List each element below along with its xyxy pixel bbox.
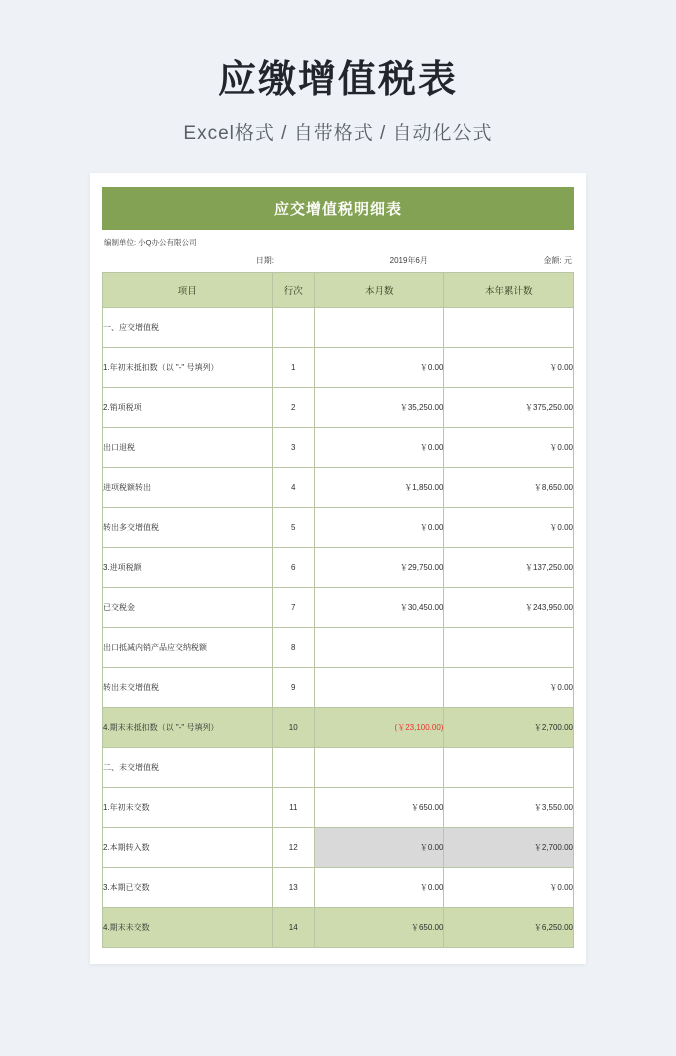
cell-month-value: ￥0.00 — [314, 827, 444, 867]
cell-month-value: ￥650.00 — [314, 907, 444, 947]
cell-item: 转出未交增值税 — [103, 667, 273, 707]
cell-item: 已交税金 — [103, 587, 273, 627]
cell-rowno: 4 — [272, 467, 314, 507]
cell-item: 3.本期已交数 — [103, 867, 273, 907]
cell-item: 出口抵减内销产品应交纳税额 — [103, 627, 273, 667]
cell-year-value: ￥6,250.00 — [444, 907, 574, 947]
sheet-meta-unit-row — [102, 230, 574, 251]
table-body — [103, 307, 574, 947]
col-header-item: 项目 — [103, 272, 273, 307]
table-row — [103, 867, 574, 907]
table-header-row — [103, 272, 574, 307]
sheet-title: 应交增值税明细表 — [102, 187, 574, 230]
cell-rowno: 9 — [272, 667, 314, 707]
cell-rowno: 10 — [272, 707, 314, 747]
cell-rowno: 7 — [272, 587, 314, 627]
vat-table — [102, 272, 574, 948]
cell-rowno — [272, 307, 314, 347]
cell-year-value: ￥375,250.00 — [444, 387, 574, 427]
cell-month-value — [314, 667, 444, 707]
cell-item: 3.进项税额 — [103, 547, 273, 587]
cell-rowno: 2 — [272, 387, 314, 427]
cell-year-value: ￥2,700.00 — [444, 827, 574, 867]
table-row — [103, 707, 574, 747]
cell-year-value — [444, 307, 574, 347]
cell-month-value: ￥0.00 — [314, 427, 444, 467]
cell-month-value — [314, 627, 444, 667]
cell-rowno: 11 — [272, 787, 314, 827]
cell-year-value: ￥137,250.00 — [444, 547, 574, 587]
cell-rowno: 14 — [272, 907, 314, 947]
table-row — [103, 307, 574, 347]
cell-rowno: 8 — [272, 627, 314, 667]
cell-month-value — [314, 307, 444, 347]
col-header-year: 本年累计数 — [444, 272, 574, 307]
table-row — [103, 547, 574, 587]
table-row — [103, 827, 574, 867]
cell-month-value: ￥29,750.00 — [314, 547, 444, 587]
table-row — [103, 347, 574, 387]
date-label: 日期: — [255, 255, 274, 265]
cell-item: 4.期末未交数 — [103, 907, 273, 947]
cell-month-value: ￥30,450.00 — [314, 587, 444, 627]
hero-section — [0, 0, 676, 145]
cell-year-value: ￥0.00 — [444, 667, 574, 707]
date-value: 2019年6月 — [389, 255, 428, 265]
page-subtitle: Excel格式 / 自带格式 / 自动化公式 — [183, 122, 493, 144]
table-row — [103, 427, 574, 467]
cell-rowno: 3 — [272, 427, 314, 467]
table-row — [103, 747, 574, 787]
cell-year-value — [444, 627, 574, 667]
cell-item: 2.销项税项 — [103, 387, 273, 427]
table-row — [103, 627, 574, 667]
cell-year-value: ￥2,700.00 — [444, 707, 574, 747]
cell-month-value: ￥0.00 — [314, 347, 444, 387]
cell-year-value: ￥243,950.00 — [444, 587, 574, 627]
cell-rowno — [272, 747, 314, 787]
table-row — [103, 467, 574, 507]
table-row — [103, 907, 574, 947]
spreadsheet-preview — [90, 173, 586, 964]
cell-item: 二、未交增值税 — [103, 747, 273, 787]
cell-year-value — [444, 747, 574, 787]
cell-year-value: ￥3,550.00 — [444, 787, 574, 827]
table-row — [103, 507, 574, 547]
table-header — [103, 272, 574, 307]
table-row — [103, 587, 574, 627]
cell-item: 出口退税 — [103, 427, 273, 467]
cell-month-value: ￥0.00 — [314, 507, 444, 547]
cell-year-value: ￥8,650.00 — [444, 467, 574, 507]
cell-item: 2.本期转入数 — [103, 827, 273, 867]
table-row — [103, 667, 574, 707]
col-header-rowno: 行次 — [272, 272, 314, 307]
cell-month-value: ￥650.00 — [314, 787, 444, 827]
cell-rowno: 13 — [272, 867, 314, 907]
table-row — [103, 787, 574, 827]
cell-year-value: ￥0.00 — [444, 347, 574, 387]
page-title: 应缴增值税表 — [217, 59, 458, 101]
cell-rowno: 6 — [272, 547, 314, 587]
unit-label: 编制单位: 小Q办公有限公司 — [104, 237, 197, 247]
cell-item: 1.年初未交数 — [103, 787, 273, 827]
cell-year-value: ￥0.00 — [444, 507, 574, 547]
table-row — [103, 387, 574, 427]
cell-month-value: ￥0.00 — [314, 867, 444, 907]
cell-item: 一、应交增值税 — [103, 307, 273, 347]
sheet-meta-date-row — [102, 251, 574, 272]
cell-year-value: ￥0.00 — [444, 427, 574, 467]
cell-item: 进项税额转出 — [103, 467, 273, 507]
amount-unit-label: 金额: 元 — [543, 255, 572, 265]
cell-item: 4.期末未抵扣数（以 "-" 号填列） — [103, 707, 273, 747]
cell-month-value: ￥35,250.00 — [314, 387, 444, 427]
cell-item: 转出多交增值税 — [103, 507, 273, 547]
cell-item: 1.年初末抵扣数（以 "-" 号填列） — [103, 347, 273, 387]
cell-rowno: 5 — [272, 507, 314, 547]
cell-rowno: 1 — [272, 347, 314, 387]
cell-month-value — [314, 747, 444, 787]
cell-rowno: 12 — [272, 827, 314, 867]
cell-year-value: ￥0.00 — [444, 867, 574, 907]
cell-month-value: (￥23,100.00) — [314, 707, 444, 747]
col-header-month: 本月数 — [314, 272, 444, 307]
cell-month-value: ￥1,850.00 — [314, 467, 444, 507]
